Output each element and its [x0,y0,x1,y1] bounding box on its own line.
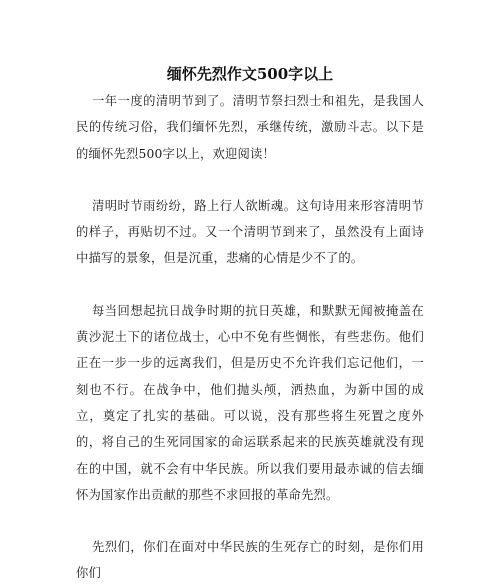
paragraph-martyrs: 先烈们，你们在面对中华民族的生死存亡的时刻，是你们用你们 [76,540,424,581]
paragraph-heroes: 每当回想起抗日战争时期的抗日英雄，和默默无闻被掩盖在黄沙泥土下的诸位战士，心中不免有些惆怅，有些悲伤。他们正在一步一步的远离我们，但是历史不允许我们忘记他们，一刻也不行。在战争中，他们抛头颅，洒热血，为新中国的成立，奠定了扎实的基础。可以说，没有那些将生死置之度外的，将自己的生死同国家的命运联系起来的民族英雄就没有现在的中国，就不会有中华民族。所以我们要用最赤诚的信去缅怀为国家作出贡献的那些不求回报的革命先烈。 [76,303,424,502]
paragraph-intro: 一年一度的清明节到了。清明节祭扫烈士和祖先，是我国人民的传统习俗，我们缅怀先烈，承继传统，激励斗志。以下是的缅怀先烈500字以上，欢迎阅读！ [76,94,424,161]
document-body [76,88,424,587]
paragraph-qingming-poem: 清明时节雨纷纷，路上行人欲断魂。这句诗用来形容清明节的样子，再贴切不过。又一个清明节到来了，虽然没有上面诗中描写的景象，但是沉重，悲痛的心情是少不了的。 [76,198,424,266]
document-title: 缅怀先烈作文500字以上 [166,65,334,83]
